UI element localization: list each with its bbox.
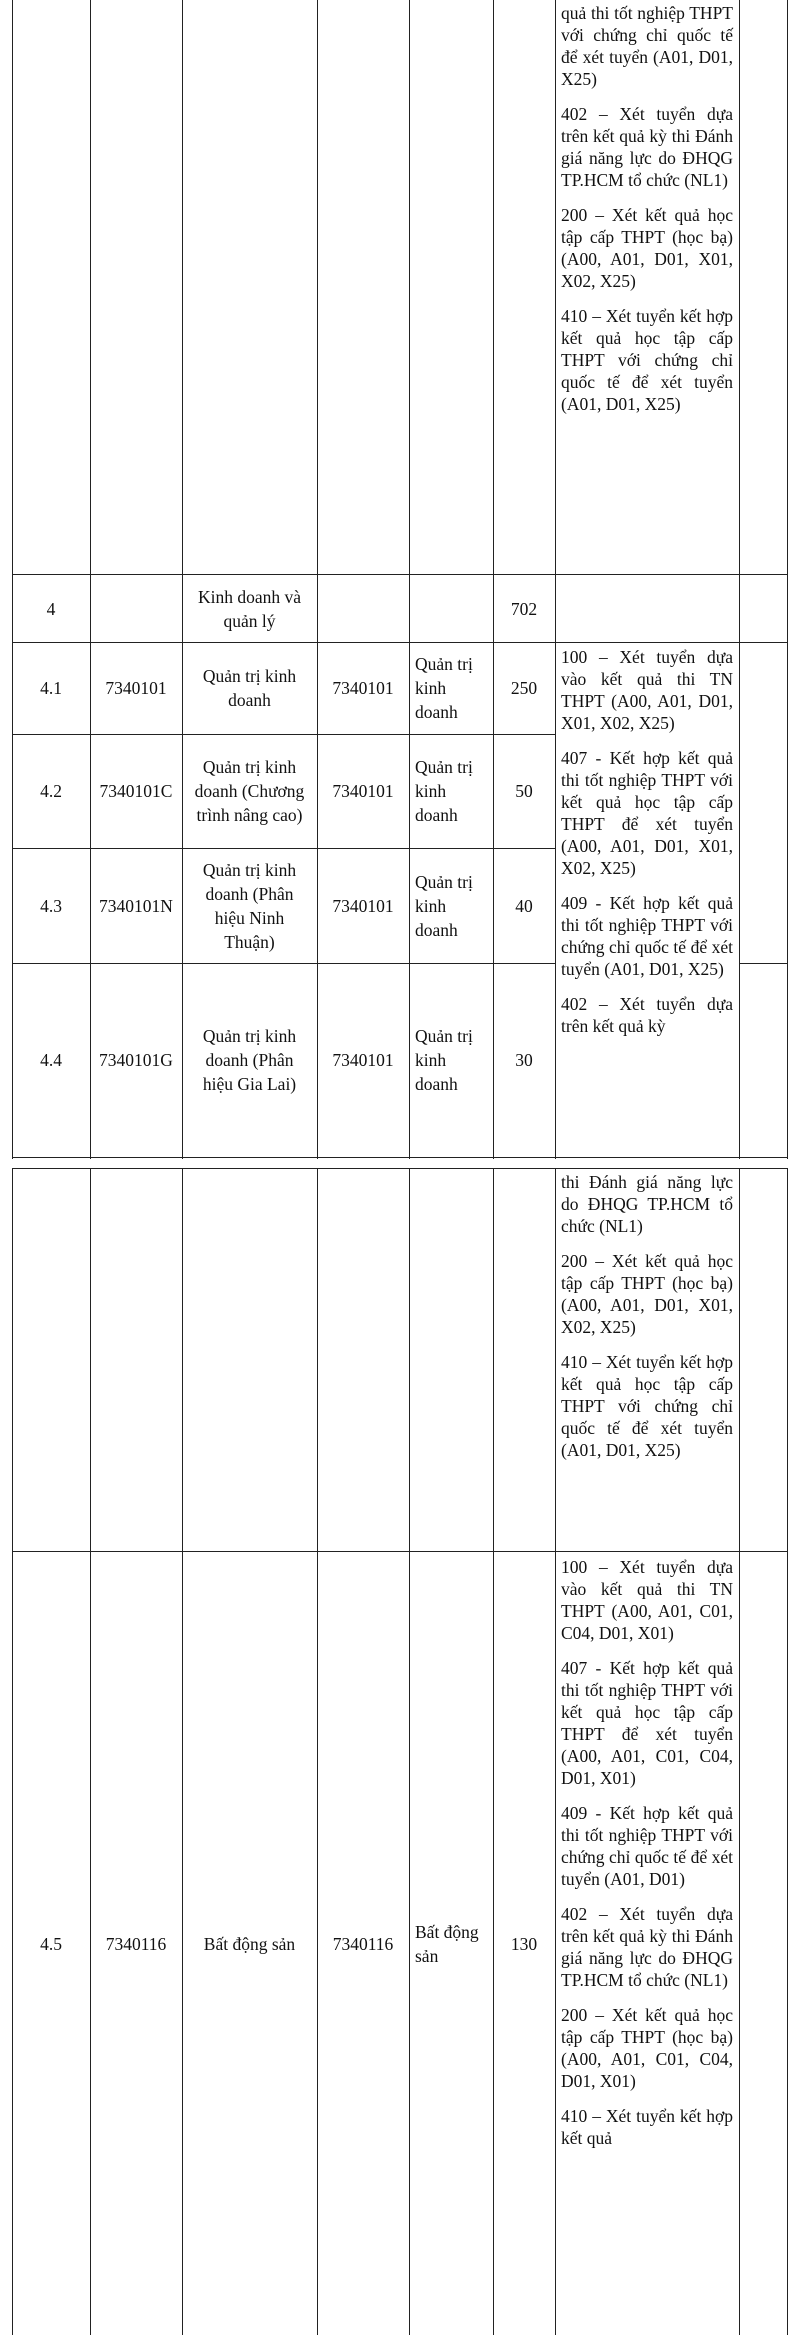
cell-quota: 30 [515, 1050, 533, 1070]
group-name: Kinh doanh và quản lý [197, 587, 302, 631]
cell-major-code: 7340116 [332, 1933, 394, 1954]
cell-name: Quản trị kinh doanh (Phân hiệu Ninh Thuận) [202, 859, 297, 952]
admission-methods-41 [561, 646, 733, 1050]
group-stt: 4 [46, 599, 56, 619]
cell-major-code: 7340101 [332, 1050, 394, 1070]
cell-major-code: 7340101 [332, 678, 394, 698]
cell-major-name: Quản trị kinh doanh [415, 654, 473, 722]
cell-code: 7340101N [99, 895, 173, 916]
cell-major-name: Quản trị kinh doanh [415, 871, 473, 940]
cell-quota: 50 [515, 781, 533, 801]
method-item: 410 – Xét tuyển kết hợp kết quả [561, 2106, 733, 2148]
cell-major-name: Quản trị kinh doanh [415, 757, 473, 825]
method-item: 402 – Xét tuyển dựa trên kết quả kỳ [561, 994, 733, 1036]
admission-methods-continuation [561, 1171, 733, 1474]
method-item: 407 - Kết hợp kết quả thi tốt nghiệp THPT với kết quả học tập cấp THPT để xét tuyển (A00, A01, C01, C04, D01, X01) [561, 1658, 733, 1788]
cell-stt: 4.4 [40, 1050, 62, 1070]
cell-name: Quản trị kinh doanh [202, 666, 297, 710]
method-item: thi Đánh giá năng lực do ĐHQG TP.HCM tổ chức (NL1) [561, 1172, 733, 1236]
admission-methods-45 [561, 1556, 733, 2162]
cell-major-code: 7340101 [332, 895, 394, 916]
cell-major-name: Quản trị kinh doanh [415, 1026, 473, 1094]
method-item: 200 – Xét kết quả học tập cấp THPT (học bạ) (A00, A01, D01, X01, X02, X25) [561, 1251, 733, 1337]
cell-code: 7340101C [99, 781, 173, 801]
cell-stt: 4.3 [40, 895, 62, 916]
cell-stt: 4.5 [40, 1933, 62, 1954]
cell-quota: 250 [510, 678, 538, 698]
method-item: 409 - Kết hợp kết quả thi tốt nghiệp THPT với chứng chỉ quốc tế để xét tuyển (A01, D01, X25) [561, 893, 733, 979]
method-item: 402 – Xét tuyển dựa trên kết quả kỳ thi Đánh giá năng lực do ĐHQG TP.HCM tổ chức (NL1) [561, 104, 733, 190]
admission-methods-top [561, 2, 733, 428]
cell-major-name: Bất động sản [415, 1921, 479, 1966]
method-item: 407 - Kết hợp kết quả thi tốt nghiệp THPT với kết quả học tập cấp THPT để xét tuyển (A00, A01, D01, X01, X02, X25) [561, 748, 733, 878]
method-item: 410 – Xét tuyển kết hợp kết quả học tập cấp THPT với chứng chỉ quốc tế để xét tuyển (A01, D01, X25) [561, 1352, 733, 1460]
cell-code: 7340101 [105, 678, 167, 698]
method-item: 200 – Xét kết quả học tập cấp THPT (học bạ) (A00, A01, D01, X01, X02, X25) [561, 205, 733, 291]
table-row-group-4 [0, 575, 800, 643]
method-item: 100 – Xét tuyển dựa vào kết quả thi TN THPT (A00, A01, C01, C04, D01, X01) [561, 1557, 733, 1643]
cell-name: Bất động sản [203, 1933, 296, 1954]
cell-stt: 4.1 [40, 678, 62, 698]
cell-stt: 4.2 [40, 781, 62, 801]
method-item: 409 - Kết hợp kết quả thi tốt nghiệp THPT với chứng chỉ quốc tế để xét tuyển (A01, D01) [561, 1803, 733, 1889]
group-quota: 702 [510, 599, 538, 619]
method-item: 410 – Xét tuyển kết hợp kết quả học tập cấp THPT với chứng chỉ quốc tế để xét tuyển (A01, D01, X25) [561, 306, 733, 414]
cell-major-code: 7340101 [332, 781, 394, 801]
cell-quota: 130 [510, 1933, 538, 1954]
cell-name: Quản trị kinh doanh (Chương trình nâng cao) [194, 757, 305, 825]
cell-code: 7340116 [105, 1933, 167, 1954]
cell-name: Quản trị kinh doanh (Phân hiệu Gia Lai) [202, 1026, 297, 1094]
method-item: 402 – Xét tuyển dựa trên kết quả kỳ thi Đánh giá năng lực do ĐHQG TP.HCM tổ chức (NL1) [561, 1904, 733, 1990]
method-item: 200 – Xét kết quả học tập cấp THPT (học bạ) (A00, A01, C01, C04, D01, X01) [561, 2005, 733, 2091]
cell-quota: 40 [515, 895, 533, 916]
page-break [0, 1159, 800, 1168]
method-item: quả thi tốt nghiệp THPT với chứng chỉ quốc tế để xét tuyển (A01, D01, X25) [561, 3, 733, 89]
cell-code: 7340101G [99, 1050, 173, 1070]
method-item: 100 – Xét tuyển dựa vào kết quả thi TN THPT (A00, A01, D01, X01, X02, X25) [561, 647, 733, 733]
